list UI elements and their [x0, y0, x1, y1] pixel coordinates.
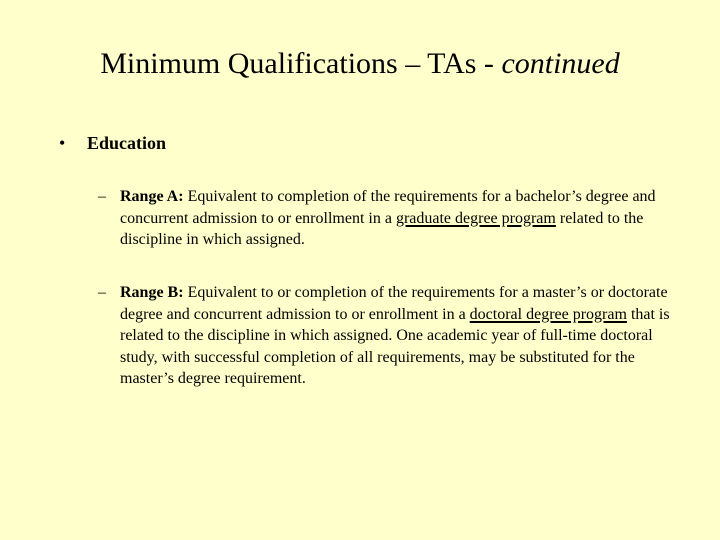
range-b-text-2: that is related to the discipline in which assigned. One academic year of full-time doctoral study, with successful completion of all requirements, may be substituted for the master’s degree requirement. [120, 305, 670, 387]
title-continued: continued [501, 47, 620, 80]
dash-marker: – [98, 188, 106, 205]
graduate-degree-program-link[interactable]: graduate degree program [395, 209, 556, 227]
range-b-label: Range B: [120, 284, 184, 301]
range-a-text [120, 186, 688, 251]
range-b-text-1: Equivalent to or completion of the requirements for a master’s or doctorate degree and concurrent admission to or enrollment in a [120, 284, 668, 323]
slide-title [0, 44, 720, 84]
range-a-text-2: related to the discipline in which assigned. [120, 209, 644, 248]
range-b-item [98, 282, 688, 390]
title-main: Minimum Qualifications – TAs - [100, 47, 502, 80]
doctoral-degree-program-link[interactable]: doctoral degree program [469, 305, 627, 323]
bullet-marker: • [59, 133, 66, 153]
range-a-item [98, 186, 688, 251]
dash-marker: – [98, 284, 106, 301]
bullet-label: Education [87, 133, 167, 153]
range-a-label: Range A: [120, 188, 184, 205]
range-a-text-1: Equivalent to completion of the requirements for a bachelor’s degree and concurrent admission to or enrollment in a [120, 188, 656, 227]
education-bullet [59, 131, 166, 155]
range-b-text [120, 282, 688, 390]
